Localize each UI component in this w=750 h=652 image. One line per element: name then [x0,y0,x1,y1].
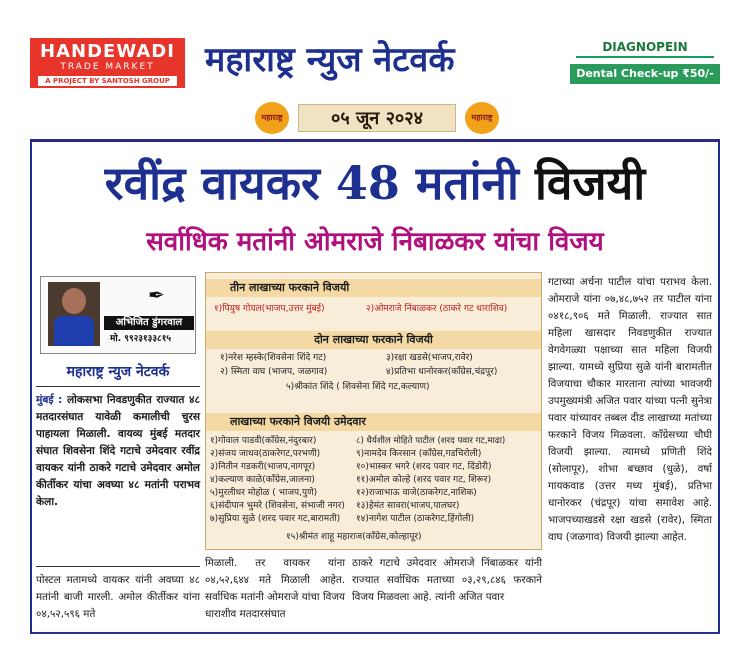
section-label: महाराष्ट्र न्युज नेटवर्क [66,364,170,380]
diag-divider [576,56,714,58]
photo-head [62,288,86,314]
sec3-left-7: ७)सुप्रिया सुळे (शरद पवार गट,बारामती) [210,514,341,524]
sec1-item-1: १)पियुष गोयल(भाजप,उत्तर मुंबई) [214,304,325,314]
sec3-left-5: ५)मुरलीधर मोहोळ ( भाजप,पुणे) [210,488,318,498]
lead-paragraph [36,392,200,560]
sec2-item-3: ३)रक्षा खडसे(भाजप,रावेर) [386,353,473,363]
sec3-right-13: १३)हेमंत सावरा(भाजप,पालघर) [356,501,460,511]
sec2-item-5: ५)श्रीकांत शिंदे ( शिवसेना शिंदे गट,कल्याण) [286,382,430,392]
sec2-item-4: ४)प्रतिभा धानोरकर(कॉंग्रेस,चंद्रपूर) [386,367,498,377]
sec3-left-6: ६)संदीपान भुमरे (शिवसेना, संभाजी नगर) [210,501,345,511]
sec2-item-2: २) स्मिता वाघ (भाजप, जळगाव) [220,367,328,377]
lead-text: लोकसभा निवडणुकीत राज्यात ४८ मतदारसंघात यावेळी कमालीची चुरस पाहायला मिळाली. वायव्य मुंबई मतदार संघात शिवसेना शिंदे गटाचे उमेदवार रवींद्र वायकर यांनी ठाकरे गटाचे उमेदवार अमोल कीर्तीकर यांचा अवघ्या ४८ मतांनी पराभव केला. [36,394,200,508]
sec3-left-4: ४)कल्याण काळे(कॉंग्रेस,जालना) [210,475,315,485]
sec3-right-12: १२)राजाभाऊ वाजे(ठाकरेगट,नाशिक) [356,488,477,498]
body-col2: मिळाली. तर वायकर यांना ०४,५२,६४४ मते मिळाली आहेत. सर्वाधिक मतांनी ओमराजे यांचा विजय धाराशीव मतदारसंघात [205,557,345,620]
logo-line1: HANDEWADI [40,41,175,62]
headline-part2: विजयी [534,156,646,210]
sec2-title: दोन लाखाच्या फरकाने विजयी [206,331,541,349]
author-mobile: मो. ९९२३१३३८१५ [110,334,172,344]
sec3-title: लाखाच्या फरकाने विजयी उमेदवार [206,413,541,431]
sec3-right-9: ९)नामदेव किरसान (कॉंग्रेस,गडचिरोली) [356,449,482,459]
headline [32,150,718,216]
sec3-right-10: १०)भास्कर भगरे (शरद पवार गट, दिंडोरी) [356,462,492,472]
sec3-item-15: १५)श्रीमंत शाहू महाराज(कॉंग्रेस,कोल्हापूर) [286,532,422,542]
masthead: महाराष्ट्र न्युज नेटवर्क [205,40,455,80]
lead-rule [36,566,200,567]
diag-offer: Dental Check-up ₹50/- [570,64,720,84]
logo-line3: A PROJECT BY SANTOSH GROUP [38,76,177,86]
sec1-title: तीन लाखाच्या फरकाने विजयी [206,279,541,297]
sec3-left-2: २)संजय जाधव(ठाकरेगट,परभणी) [210,449,321,459]
sec2-item-1: १)नरेश म्हस्के(शिवसेना शिंदे गट) [220,353,327,363]
logo-line2: TRADE MARKET [60,62,155,72]
handewadi-logo [30,38,185,88]
body-col4: गटाच्या अर्चना पाटील यांचा पराभव केला. ओमराजे यांना ०७,४८,७५२ तर पाटील यांना ०४१८,९०६ मते मिळाली. राज्यात सात महिला खासदार निवडणुकीत राज्यात वेगवेगळ्या पक्षाच्या सात महिला विजयी झाल्या. यामध्ये सुप्रिया सुळे यांनी बारामतीत विजयाचा चौकार मारताना त्यांच्या भावजयी उपमुख्यमंत्री अजित पवार यांच्या पत्नी सुनेत्रा पवार यांच्यावर तब्बल दीड लाखाच्या मतांच्या फरकाने विजय मिळवला. कॉंग्रेसच्या चौघी विजयी झाल्या. त्यामध्ये प्रणिती शिंदे (सोलापूर), शोभा बच्छाव (धुळे), वर्षा गायकवाड (उत्तर मध्य मुंबई), प्रतिभा धानोरकर (चंद्रपूर) यांचा समावेश आहे. भाजपच्याखडसे रक्षा खडसे (रावेर), स्मिता वाघ (जळगाव) विजयी झाल्या आहेत. [548,276,712,543]
author-name: अभिजित डुंगरवाल [104,316,194,330]
subheadline: सर्वाधिक मतांनी ओमराजे निंबाळकर यांचा विजय [146,227,604,257]
diag-brand: DIAGNOPEIN [602,40,688,54]
lead-place: मुंबई : [36,394,63,406]
body-col1: पोस्टल मतामध्ये वायकर यांनी अवघ्या ४८ मतांनी बाजी मारली. अमोल कीर्तीकर यांना ०४,५२,५९६ मते [36,574,200,620]
badge-right: महाराष्ट्र [465,102,499,134]
winners-table [205,272,542,550]
pen-icon: ✒ [148,283,165,307]
sec3-right-14: १४)नागेश पाटील (ठाकरेगट,हिंगोली) [356,514,475,524]
diagnopein-logo [570,38,720,88]
badge-left: महाराष्ट्र [255,102,289,134]
photo-body [54,316,94,346]
author-photo [48,282,100,346]
headline-part1: रवींद्र वायकर 48 मतांनी [104,156,519,210]
body-col3: ठाकरे गटाचे उमेदवार ओमराजे निंबाळकर यांनी राज्यात सर्वाधिक मताच्या ०३,२९,८४६ फरकाने विजय मिळवला आहे. त्यांनी अजित पवार [352,557,542,603]
sec1-item-2: २)ओमराजे निंबाळकर (ठाकरे गट धाराशिव) [366,304,508,314]
sec3-right-8: ८) धैर्यशील मोहिते पाटील (शरद पवार गट,माढा) [356,436,506,446]
sec3-left-1: १)गोवाल पाडवी(कॉंग्रेस,नंदुरबार) [210,436,317,446]
sec3-right-11: ११)अमोल कोल्हे (शरद पवार गट, शिरूर) [356,475,492,485]
date-box: ०५ जून २०२४ [298,104,456,132]
section-rule [36,386,200,387]
sec3-left-3: ३)नितीन गडकरी(भाजप,नागपूर) [210,462,316,472]
